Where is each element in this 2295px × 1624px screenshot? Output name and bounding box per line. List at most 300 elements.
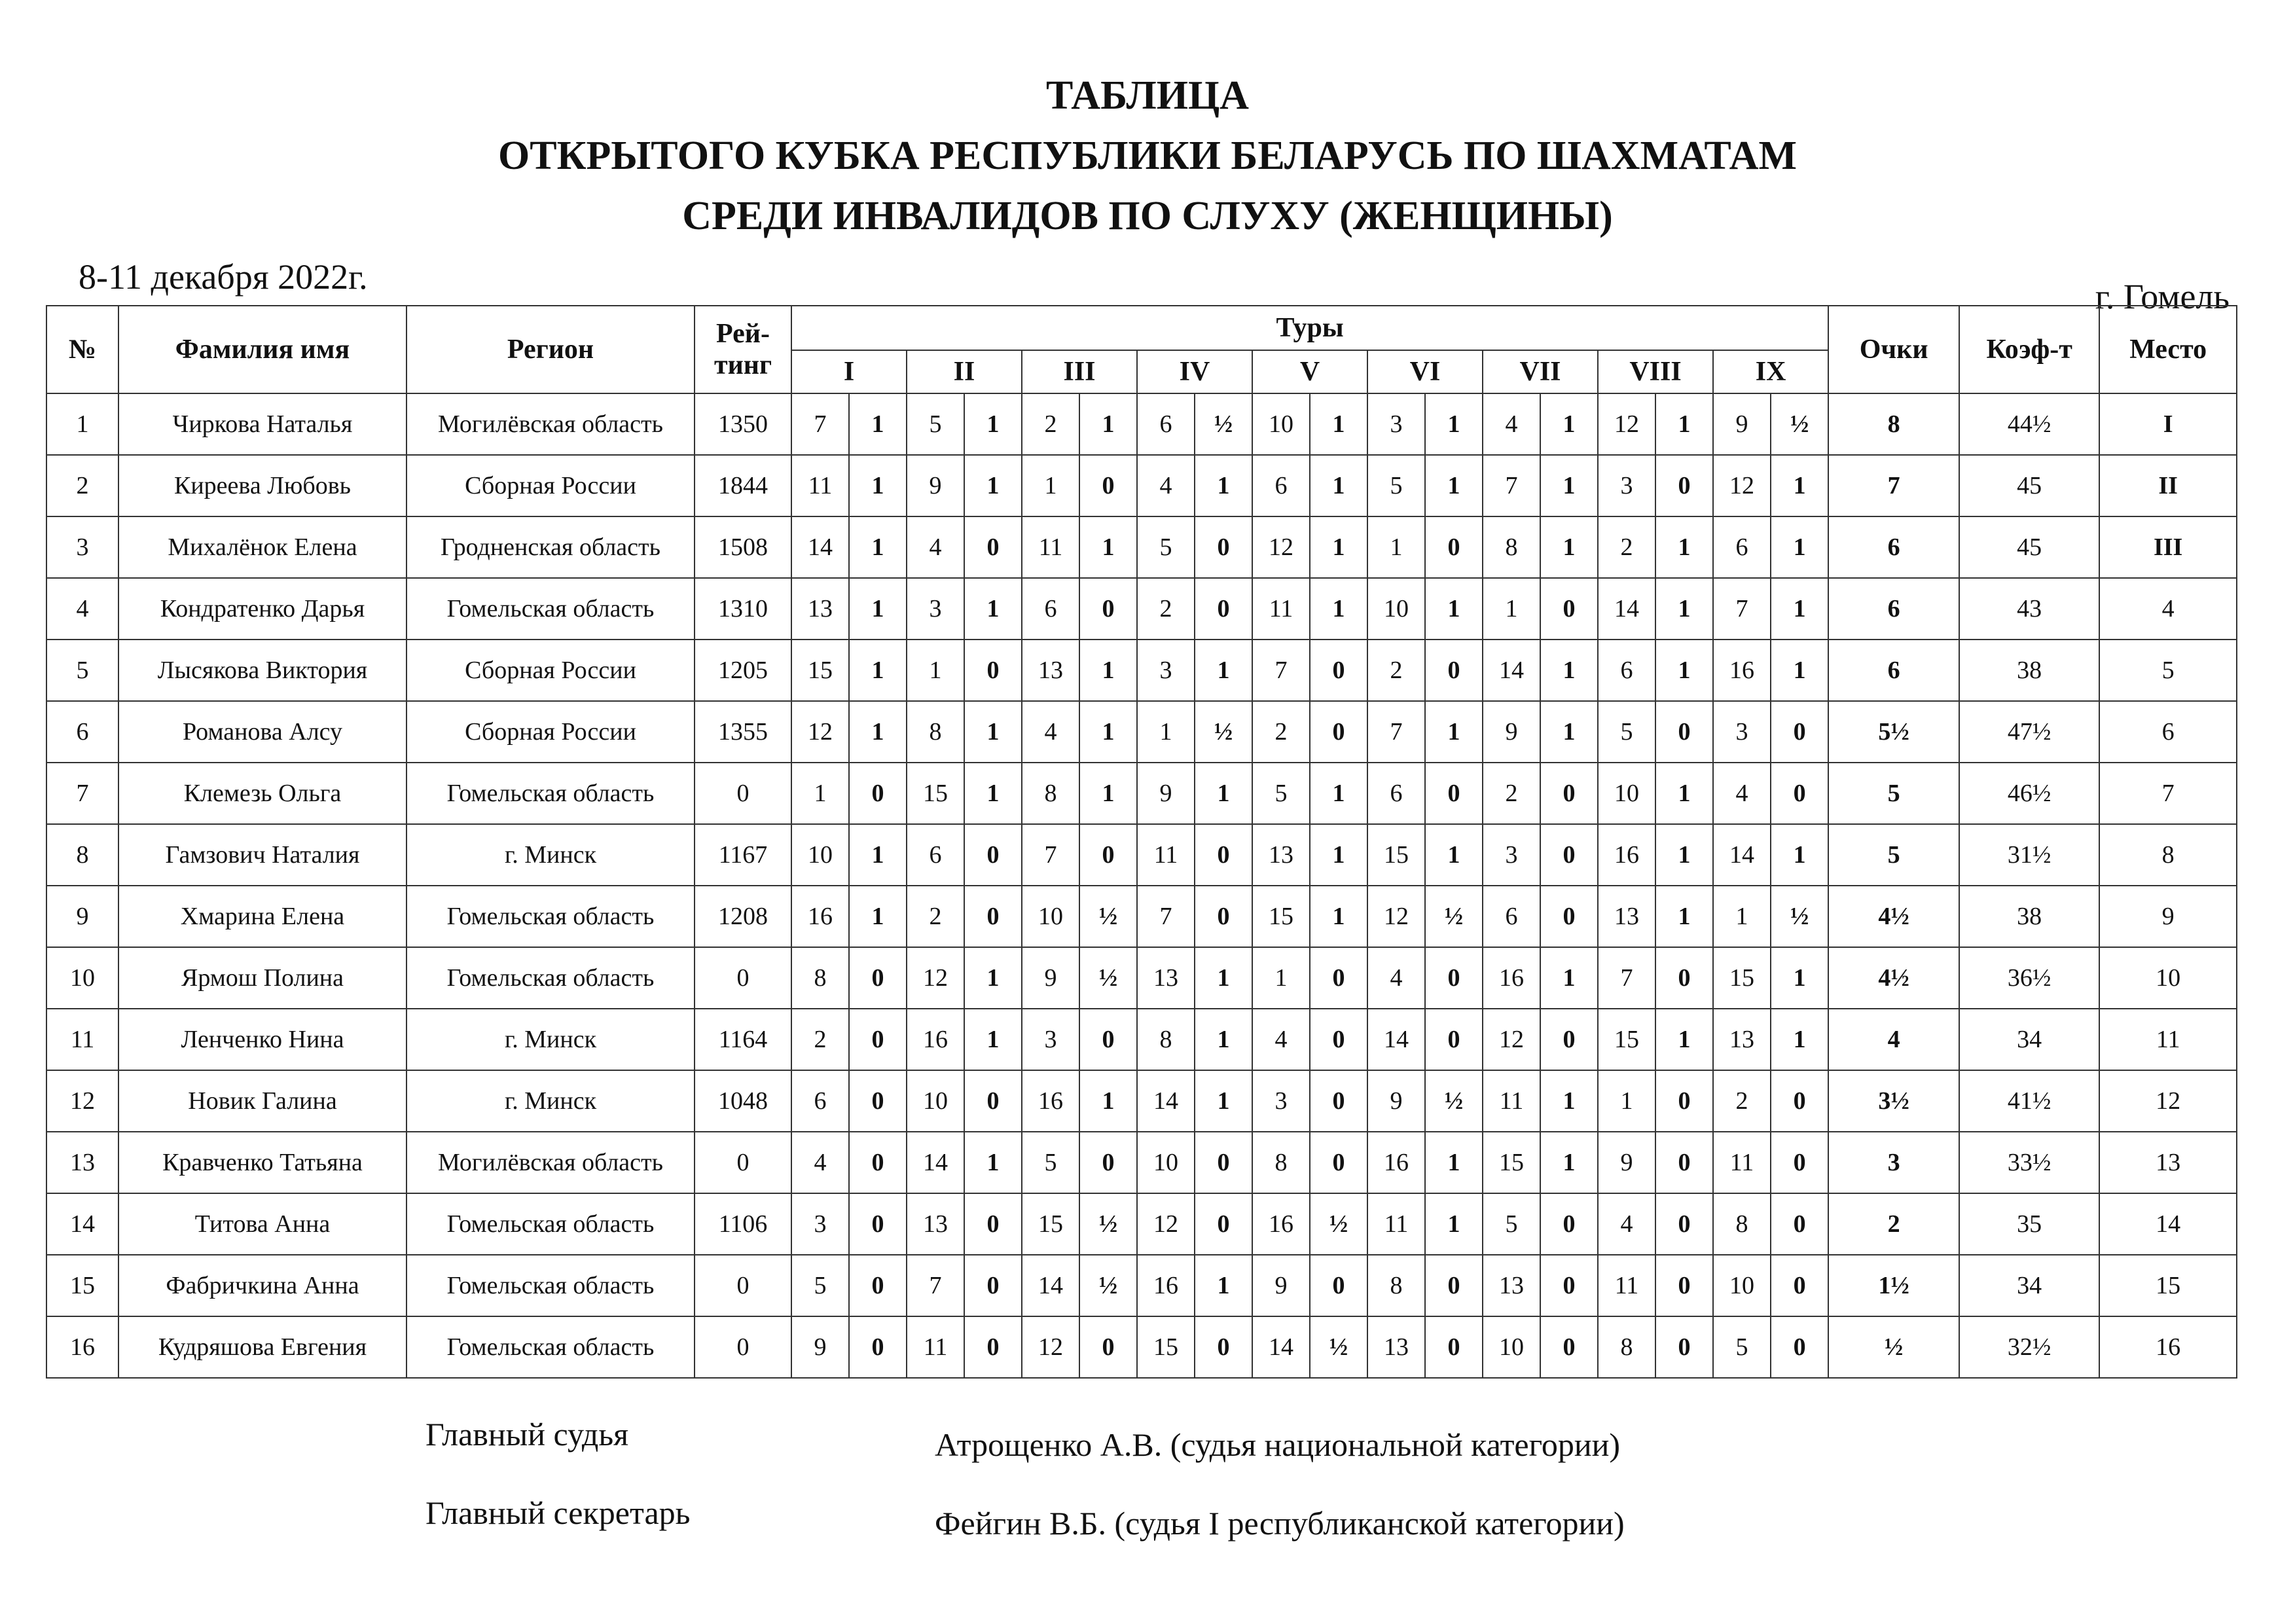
round-9-opponent: 15 (1713, 947, 1771, 1009)
round-3-opponent: 11 (1022, 516, 1079, 578)
round-1-opponent: 8 (791, 947, 849, 1009)
round-4-opponent: 11 (1137, 824, 1195, 886)
player-number: 7 (46, 763, 118, 824)
table-row (46, 763, 2237, 824)
round-2-opponent: 12 (907, 947, 964, 1009)
round-1-result: 1 (849, 640, 907, 701)
round-4-opponent: 7 (1137, 886, 1195, 947)
player-rating: 1164 (695, 1009, 791, 1070)
title-line-2: ОТКРЫТОГО КУБКА РЕСПУБЛИКИ БЕЛАРУСЬ ПО ШАХМАТАМ (498, 134, 1797, 178)
round-6-opponent: 7 (1367, 701, 1425, 763)
player-points: ½ (1828, 1316, 1959, 1378)
round-3-opponent: 16 (1022, 1070, 1079, 1132)
round-8-opponent: 9 (1598, 1132, 1655, 1193)
round-4-opponent: 6 (1137, 393, 1195, 455)
round-3-opponent: 6 (1022, 578, 1079, 640)
round-4-result: ½ (1195, 393, 1252, 455)
player-place: I (2099, 393, 2237, 455)
round-header-3: III (1022, 350, 1137, 393)
header-number: № (46, 306, 118, 393)
player-number: 5 (46, 640, 118, 701)
table-row (46, 455, 2237, 516)
round-5-result: 1 (1310, 886, 1367, 947)
round-2-result: 1 (964, 763, 1022, 824)
player-region: Могилёвская область (407, 393, 695, 455)
round-8-result: 0 (1655, 1316, 1713, 1378)
round-8-result: 1 (1655, 1009, 1713, 1070)
round-2-result: 1 (964, 1009, 1022, 1070)
round-7-opponent: 5 (1483, 1193, 1540, 1255)
round-4-opponent: 12 (1137, 1193, 1195, 1255)
round-5-result: 0 (1310, 1255, 1367, 1316)
round-4-result: 0 (1195, 886, 1252, 947)
round-6-opponent: 9 (1367, 1070, 1425, 1132)
round-7-result: 0 (1540, 1255, 1598, 1316)
player-coef: 32½ (1959, 1316, 2099, 1378)
round-5-result: 1 (1310, 763, 1367, 824)
player-place: 11 (2099, 1009, 2237, 1070)
round-4-result: 0 (1195, 1132, 1252, 1193)
round-8-opponent: 3 (1598, 455, 1655, 516)
player-region: Гомельская область (407, 1255, 695, 1316)
event-city: г. Гомель (2095, 277, 2230, 316)
table-row (46, 1193, 2237, 1255)
title-line-1: ТАБЛИЦА (1046, 73, 1249, 118)
round-2-opponent: 6 (907, 824, 964, 886)
round-9-result: 0 (1771, 1316, 1828, 1378)
player-place: II (2099, 455, 2237, 516)
player-number: 13 (46, 1132, 118, 1193)
chief-secretary-label: Главный секретарь (425, 1494, 691, 1531)
round-5-result: 0 (1310, 640, 1367, 701)
player-region: Гомельская область (407, 1316, 695, 1378)
player-number: 16 (46, 1316, 118, 1378)
round-9-result: 1 (1771, 1009, 1828, 1070)
player-name: Кравченко Татьяна (118, 1132, 407, 1193)
round-9-opponent: 3 (1713, 701, 1771, 763)
round-5-opponent: 14 (1252, 1316, 1310, 1378)
round-4-result: 0 (1195, 516, 1252, 578)
player-region: Могилёвская область (407, 1132, 695, 1193)
round-3-result: 1 (1079, 701, 1137, 763)
round-3-opponent: 12 (1022, 1316, 1079, 1378)
player-name: Лысякова Виктория (118, 640, 407, 701)
round-5-result: 0 (1310, 947, 1367, 1009)
round-3-result: ½ (1079, 886, 1137, 947)
round-4-result: 0 (1195, 1193, 1252, 1255)
round-7-result: 1 (1540, 393, 1598, 455)
round-7-result: 0 (1540, 1316, 1598, 1378)
round-8-opponent: 10 (1598, 763, 1655, 824)
round-9-opponent: 5 (1713, 1316, 1771, 1378)
player-name: Кондратенко Дарья (118, 578, 407, 640)
round-5-opponent: 2 (1252, 701, 1310, 763)
player-coef: 46½ (1959, 763, 2099, 824)
round-3-opponent: 13 (1022, 640, 1079, 701)
header-rating-line-1: Рей- (716, 319, 770, 349)
table-row (46, 516, 2237, 578)
round-4-opponent: 1 (1137, 701, 1195, 763)
round-3-result: ½ (1079, 1255, 1137, 1316)
round-7-opponent: 12 (1483, 1009, 1540, 1070)
round-5-result: 1 (1310, 824, 1367, 886)
round-1-result: 0 (849, 1009, 907, 1070)
round-8-result: 0 (1655, 1193, 1713, 1255)
round-2-result: 0 (964, 1255, 1022, 1316)
player-points: 2 (1828, 1193, 1959, 1255)
player-coef: 45 (1959, 516, 2099, 578)
round-9-opponent: 4 (1713, 763, 1771, 824)
round-4-result: 1 (1195, 947, 1252, 1009)
round-2-opponent: 13 (907, 1193, 964, 1255)
player-name: Кудряшова Евгения (118, 1316, 407, 1378)
round-8-opponent: 6 (1598, 640, 1655, 701)
round-3-result: 1 (1079, 393, 1137, 455)
table-row (46, 1255, 2237, 1316)
round-9-result: 0 (1771, 763, 1828, 824)
player-coef: 44½ (1959, 393, 2099, 455)
player-name: Клемезь Ольга (118, 763, 407, 824)
round-9-result: 0 (1771, 1132, 1828, 1193)
round-7-result: 1 (1540, 640, 1598, 701)
player-name: Фабричкина Анна (118, 1255, 407, 1316)
round-8-opponent: 16 (1598, 824, 1655, 886)
round-6-opponent: 2 (1367, 640, 1425, 701)
round-7-opponent: 4 (1483, 393, 1540, 455)
round-5-result: 1 (1310, 393, 1367, 455)
player-region: г. Минск (407, 1070, 695, 1132)
round-8-result: 1 (1655, 578, 1713, 640)
round-8-result: 0 (1655, 701, 1713, 763)
round-2-result: 1 (964, 1132, 1022, 1193)
round-2-result: 1 (964, 701, 1022, 763)
player-region: Гродненская область (407, 516, 695, 578)
round-9-result: 1 (1771, 640, 1828, 701)
round-5-opponent: 10 (1252, 393, 1310, 455)
round-7-result: 0 (1540, 824, 1598, 886)
table-row (46, 886, 2237, 947)
round-5-opponent: 16 (1252, 1193, 1310, 1255)
player-region: г. Минск (407, 824, 695, 886)
round-7-result: 1 (1540, 701, 1598, 763)
round-6-opponent: 10 (1367, 578, 1425, 640)
round-3-opponent: 9 (1022, 947, 1079, 1009)
round-9-result: 0 (1771, 1193, 1828, 1255)
player-points: 7 (1828, 455, 1959, 516)
round-2-opponent: 4 (907, 516, 964, 578)
round-7-result: 0 (1540, 886, 1598, 947)
round-4-result: 1 (1195, 1255, 1252, 1316)
round-5-result: 1 (1310, 578, 1367, 640)
round-8-result: 0 (1655, 1255, 1713, 1316)
round-1-opponent: 5 (791, 1255, 849, 1316)
round-4-opponent: 8 (1137, 1009, 1195, 1070)
round-1-opponent: 7 (791, 393, 849, 455)
round-8-opponent: 14 (1598, 578, 1655, 640)
round-3-opponent: 8 (1022, 763, 1079, 824)
round-6-opponent: 3 (1367, 393, 1425, 455)
player-rating: 1167 (695, 824, 791, 886)
round-4-result: 1 (1195, 763, 1252, 824)
player-number: 8 (46, 824, 118, 886)
player-number: 6 (46, 701, 118, 763)
round-6-opponent: 4 (1367, 947, 1425, 1009)
player-place: III (2099, 516, 2237, 578)
round-2-result: 0 (964, 516, 1022, 578)
round-header-8: VIII (1598, 350, 1713, 393)
round-5-opponent: 11 (1252, 578, 1310, 640)
round-3-result: 0 (1079, 455, 1137, 516)
round-7-opponent: 14 (1483, 640, 1540, 701)
round-9-result: 1 (1771, 824, 1828, 886)
round-5-opponent: 6 (1252, 455, 1310, 516)
header-rounds: Туры (791, 306, 1828, 350)
round-6-result: ½ (1425, 886, 1483, 947)
round-4-opponent: 10 (1137, 1132, 1195, 1193)
round-1-opponent: 6 (791, 1070, 849, 1132)
round-1-result: 1 (849, 516, 907, 578)
round-4-result: ½ (1195, 701, 1252, 763)
round-9-opponent: 13 (1713, 1009, 1771, 1070)
player-coef: 31½ (1959, 824, 2099, 886)
round-2-opponent: 15 (907, 763, 964, 824)
round-5-result: 0 (1310, 1070, 1367, 1132)
event-date: 8-11 декабря 2022г. (79, 257, 368, 297)
round-2-result: 1 (964, 393, 1022, 455)
round-1-result: 0 (849, 1070, 907, 1132)
round-7-opponent: 13 (1483, 1255, 1540, 1316)
player-region: Сборная России (407, 701, 695, 763)
round-8-opponent: 2 (1598, 516, 1655, 578)
round-3-opponent: 5 (1022, 1132, 1079, 1193)
document-title (0, 65, 2295, 246)
round-5-opponent: 5 (1252, 763, 1310, 824)
table-row (46, 578, 2237, 640)
player-place: 10 (2099, 947, 2237, 1009)
round-2-opponent: 10 (907, 1070, 964, 1132)
round-1-opponent: 9 (791, 1316, 849, 1378)
round-2-opponent: 7 (907, 1255, 964, 1316)
player-name: Гамзович Наталия (118, 824, 407, 886)
round-8-opponent: 8 (1598, 1316, 1655, 1378)
round-9-result: ½ (1771, 886, 1828, 947)
round-3-result: 0 (1079, 824, 1137, 886)
player-coef: 41½ (1959, 1070, 2099, 1132)
round-5-opponent: 13 (1252, 824, 1310, 886)
round-5-result: ½ (1310, 1316, 1367, 1378)
round-7-result: 1 (1540, 516, 1598, 578)
player-name: Ярмош Полина (118, 947, 407, 1009)
round-1-result: 1 (849, 455, 907, 516)
round-2-opponent: 14 (907, 1132, 964, 1193)
round-1-opponent: 14 (791, 516, 849, 578)
round-6-result: 1 (1425, 701, 1483, 763)
round-6-result: 1 (1425, 824, 1483, 886)
player-coef: 36½ (1959, 947, 2099, 1009)
round-6-result: 0 (1425, 1009, 1483, 1070)
player-name: Новик Галина (118, 1070, 407, 1132)
player-region: Гомельская область (407, 763, 695, 824)
round-1-result: 0 (849, 1132, 907, 1193)
round-5-opponent: 15 (1252, 886, 1310, 947)
round-4-opponent: 5 (1137, 516, 1195, 578)
round-1-opponent: 16 (791, 886, 849, 947)
round-3-opponent: 1 (1022, 455, 1079, 516)
round-3-opponent: 7 (1022, 824, 1079, 886)
round-3-opponent: 2 (1022, 393, 1079, 455)
round-7-opponent: 16 (1483, 947, 1540, 1009)
player-name: Михалёнок Елена (118, 516, 407, 578)
player-place: 6 (2099, 701, 2237, 763)
round-1-opponent: 1 (791, 763, 849, 824)
player-region: Гомельская область (407, 886, 695, 947)
player-name: Титова Анна (118, 1193, 407, 1255)
player-place: 8 (2099, 824, 2237, 886)
player-points: 8 (1828, 393, 1959, 455)
round-9-opponent: 6 (1713, 516, 1771, 578)
round-1-result: 0 (849, 1193, 907, 1255)
player-points: 4½ (1828, 947, 1959, 1009)
player-coef: 35 (1959, 1193, 2099, 1255)
round-7-opponent: 9 (1483, 701, 1540, 763)
round-9-opponent: 11 (1713, 1132, 1771, 1193)
round-8-opponent: 11 (1598, 1255, 1655, 1316)
round-8-result: 0 (1655, 1070, 1713, 1132)
round-9-opponent: 8 (1713, 1193, 1771, 1255)
player-rating: 1310 (695, 578, 791, 640)
round-5-result: 1 (1310, 516, 1367, 578)
round-8-opponent: 1 (1598, 1070, 1655, 1132)
round-1-result: 1 (849, 701, 907, 763)
round-6-result: 0 (1425, 763, 1483, 824)
round-4-opponent: 3 (1137, 640, 1195, 701)
player-name: Киреева Любовь (118, 455, 407, 516)
round-6-result: 1 (1425, 578, 1483, 640)
player-coef: 43 (1959, 578, 2099, 640)
table-row (46, 1070, 2237, 1132)
round-5-opponent: 7 (1252, 640, 1310, 701)
round-2-result: 1 (964, 947, 1022, 1009)
round-1-opponent: 4 (791, 1132, 849, 1193)
player-coef: 33½ (1959, 1132, 2099, 1193)
round-1-opponent: 11 (791, 455, 849, 516)
round-7-opponent: 3 (1483, 824, 1540, 886)
round-header-5: V (1252, 350, 1367, 393)
chief-secretary-name: Фейгин В.Б. (судья I республиканской категории) (935, 1505, 1625, 1542)
round-7-opponent: 10 (1483, 1316, 1540, 1378)
player-number: 15 (46, 1255, 118, 1316)
round-1-opponent: 2 (791, 1009, 849, 1070)
round-4-result: 1 (1195, 1009, 1252, 1070)
table-row (46, 1009, 2237, 1070)
round-header-2: II (907, 350, 1022, 393)
round-header-7: VII (1483, 350, 1598, 393)
table-row (46, 640, 2237, 701)
player-points: 5 (1828, 763, 1959, 824)
player-region: Сборная России (407, 455, 695, 516)
player-region: г. Минск (407, 1009, 695, 1070)
round-8-result: 1 (1655, 886, 1713, 947)
round-7-opponent: 6 (1483, 886, 1540, 947)
round-8-opponent: 13 (1598, 886, 1655, 947)
round-1-opponent: 15 (791, 640, 849, 701)
round-4-result: 1 (1195, 640, 1252, 701)
round-1-result: 1 (849, 824, 907, 886)
round-5-result: 0 (1310, 1132, 1367, 1193)
player-region: Гомельская область (407, 947, 695, 1009)
round-6-opponent: 11 (1367, 1193, 1425, 1255)
round-7-result: 1 (1540, 1132, 1598, 1193)
chief-judge-name: Атрощенко А.В. (судья национальной категории) (935, 1426, 1621, 1463)
player-place: 7 (2099, 763, 2237, 824)
player-place: 4 (2099, 578, 2237, 640)
round-1-opponent: 3 (791, 1193, 849, 1255)
round-header-9: IX (1713, 350, 1828, 393)
round-3-result: 1 (1079, 1070, 1137, 1132)
round-7-result: 0 (1540, 1193, 1598, 1255)
round-1-result: 0 (849, 1255, 907, 1316)
player-rating: 1350 (695, 393, 791, 455)
round-3-result: 1 (1079, 516, 1137, 578)
round-8-result: 1 (1655, 824, 1713, 886)
player-points: 5½ (1828, 701, 1959, 763)
round-9-opponent: 10 (1713, 1255, 1771, 1316)
round-4-result: 0 (1195, 578, 1252, 640)
player-points: 4½ (1828, 886, 1959, 947)
round-5-opponent: 9 (1252, 1255, 1310, 1316)
round-3-result: ½ (1079, 1193, 1137, 1255)
player-rating: 0 (695, 1316, 791, 1378)
player-region: Гомельская область (407, 1193, 695, 1255)
round-8-result: 0 (1655, 947, 1713, 1009)
player-number: 12 (46, 1070, 118, 1132)
round-6-result: 1 (1425, 393, 1483, 455)
round-8-result: 0 (1655, 455, 1713, 516)
round-2-result: 0 (964, 1070, 1022, 1132)
round-6-opponent: 16 (1367, 1132, 1425, 1193)
round-8-result: 1 (1655, 640, 1713, 701)
round-7-result: 0 (1540, 578, 1598, 640)
player-place: 5 (2099, 640, 2237, 701)
player-region: Сборная России (407, 640, 695, 701)
player-rating: 0 (695, 947, 791, 1009)
round-7-result: 1 (1540, 1070, 1598, 1132)
round-5-opponent: 8 (1252, 1132, 1310, 1193)
round-3-result: 0 (1079, 1132, 1137, 1193)
round-9-opponent: 7 (1713, 578, 1771, 640)
round-2-opponent: 9 (907, 455, 964, 516)
player-points: 5 (1828, 824, 1959, 886)
player-rating: 0 (695, 763, 791, 824)
round-9-result: 0 (1771, 1070, 1828, 1132)
player-number: 9 (46, 886, 118, 947)
round-3-opponent: 10 (1022, 886, 1079, 947)
header-points: Очки (1828, 306, 1959, 393)
round-8-opponent: 12 (1598, 393, 1655, 455)
table-row (46, 1316, 2237, 1378)
player-rating: 1106 (695, 1193, 791, 1255)
player-coef: 45 (1959, 455, 2099, 516)
round-1-result: 1 (849, 578, 907, 640)
player-name: Ленченко Нина (118, 1009, 407, 1070)
round-5-result: 0 (1310, 701, 1367, 763)
round-2-result: 0 (964, 640, 1022, 701)
round-3-opponent: 4 (1022, 701, 1079, 763)
round-4-result: 0 (1195, 1316, 1252, 1378)
round-1-opponent: 12 (791, 701, 849, 763)
round-1-result: 1 (849, 886, 907, 947)
round-6-opponent: 14 (1367, 1009, 1425, 1070)
